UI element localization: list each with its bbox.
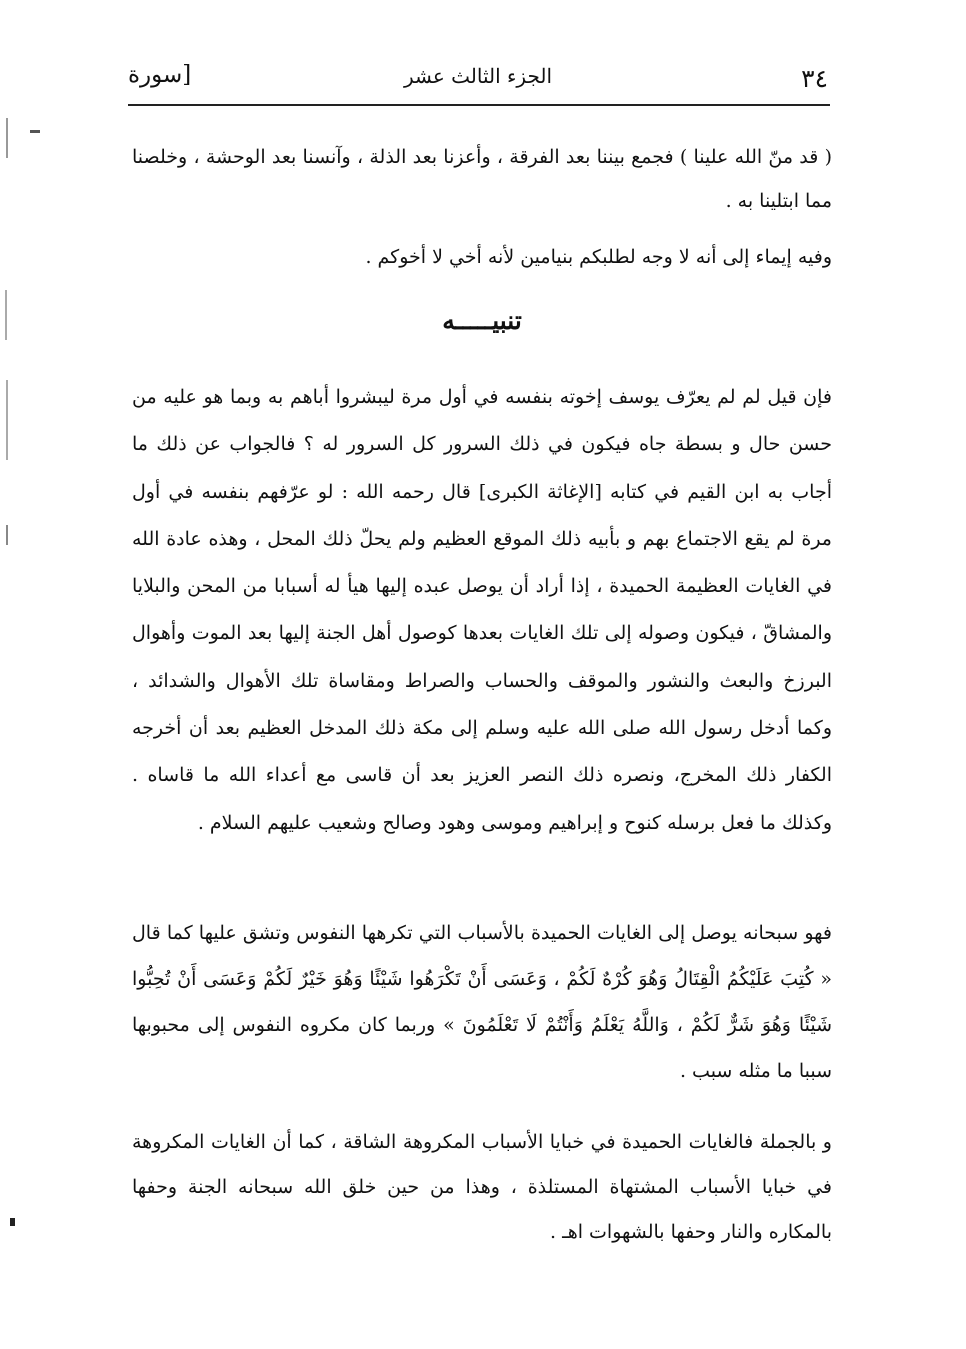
scan-artifact <box>30 130 40 133</box>
section-heading: تنبيـــــه <box>442 306 522 335</box>
paragraph: فهو سبحانه يوصل إلى الغايات الحميدة بالأسباب التي تكرهها النفوس وتشق عليها كما قال « كُتِبَ عَلَيْكُمُ الْقِتَالُ وَهُوَ كُرْهٌ لَكُمْ ، وَعَسَى أَنْ تَكْرَهُوا شَيْئًا وَهُوَ خَيْرٌ لَكُمْ وَعَسَى أَنْ تُحِبُّوا شَيْئًا وَهُوَ شَرٌّ لَكُمْ ، وَاللَّهُ يَعْلَمُ وَأَنْتُمْ لَا تَعْلَمُونَ » وربما كان مكروه النفوس إلى محبوبها سببا ما مثله سبب . <box>132 922 832 1082</box>
scan-artifact <box>10 1218 15 1226</box>
scan-artifact <box>6 525 8 545</box>
header-rule <box>128 104 830 106</box>
scan-artifact <box>6 118 8 158</box>
scan-artifact <box>6 380 8 460</box>
scan-artifact <box>5 290 7 340</box>
paragraph: فإن قيل لم لم يعرّف يوسف إخوته بنفسه في أول مرة ليبشروا أباهم به وبما هو عليه من حسن حال و بسطة جاه فيكون في ذلك السرور كل السرور له ؟ فالجواب عن ذلك ما أجاب به ابن القيم في كتابه [الإغاثة الكبرى] قال رحمه الله : لو عرّفهم بنفسه في أول مرة لم يقع الاجتماع بهم و بأبيه ذلك الموقع العظيم ولم يحلّ ذلك المحل ، وهذه عادة الله في الغايات العظيمة الحميدة ، إذا أراد أن يوصل عبده إليها هيأ له أسبابا من المحن والبلايا والمشاقّ ، فيكون وصوله إلى تلك الغايات بعدها كوصول أهل الجنة إليها بعد الموت وأهوال البرزخ والبعث والنشور والموقف والحساب والصراط ومقاساة تلك الأهوال والشدائد ، وكما أدخل رسول الله صلى الله عليه وسلم إلى مكة ذلك المدخل العظيم بعد أن أخرجه الكفار ذلك المخرج، ونصره ذلك النصر العزيز بعد أن قاسى مع أعداء الله ما قاساه . وكذلك ما فعل برسله كنوح و إبراهيم وموسى وهود وصالح وشعيب عليهم السلام . <box>132 386 832 834</box>
page-header <box>128 58 828 98</box>
running-title: الجزء الثالث عشر <box>403 64 553 88</box>
paragraph: ( قد منّ الله علينا ) فجمع بيننا بعد الفرقة ، وأعزنا بعد الذلة ، وآنسنا بعد الوحشة ، وخلصنا مما ابتلينا به . <box>132 146 832 212</box>
paragraph: و بالجملة فالغايات الحميدة في خبايا الأسباب المكروهة الشاقة ، كما أن الغايات المكروهة في خبايا الأسباب المشتهاة المستلذة ، وهذا من حين خلق الله سبحانه الجنة وحفها بالمكاره والنار وحفها بالشهوات اهـ . <box>132 1131 832 1243</box>
surah-label: [سورة <box>128 62 192 88</box>
paragraph: وفيه إيماء إلى أنه لا وجه لطلبكم بنيامين لأنه أخي لا أخوكم . <box>365 246 832 268</box>
page-number: ٣٤ <box>801 64 828 93</box>
